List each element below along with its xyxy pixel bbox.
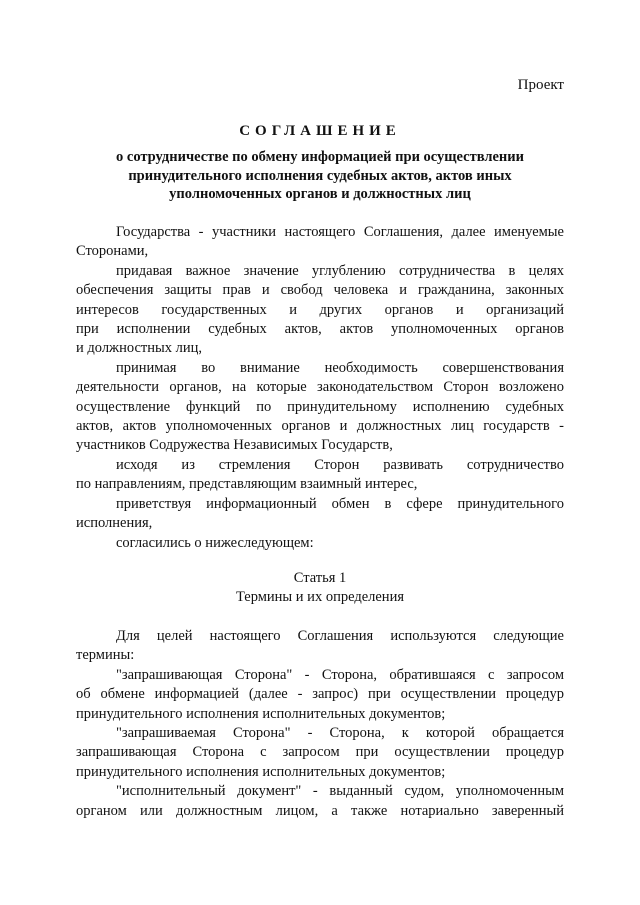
paragraph	[76, 724, 564, 782]
text-line: органом или должностным лицом, а также нотариально заверенный	[76, 802, 564, 819]
paragraph	[76, 456, 564, 495]
text-line: придавая важное значение углублению сотрудничества в целях	[116, 262, 564, 279]
text-line: принудительного исполнения исполнительных документов;	[76, 705, 446, 722]
article-title: Термины и их определения	[235, 589, 405, 606]
text-line: принудительного исполнения исполнительных документов;	[76, 763, 446, 780]
document-subtitle	[90, 148, 550, 204]
text-line: актов, актов уполномоченных органов и должностных лиц государств -	[76, 418, 564, 435]
paragraph	[76, 666, 564, 724]
document-title: СОГЛАШЕНИЕ	[239, 123, 401, 139]
text-line: при исполнении судебных актов, актов уполномоченных органов	[76, 321, 564, 338]
preamble	[76, 223, 564, 553]
text-line: согласились о нижеследующем:	[116, 534, 314, 551]
text-line: Сторонами,	[76, 243, 149, 260]
paragraph	[76, 495, 564, 534]
text-line: деятельности органов, на которые законодательством Сторон возложено	[76, 379, 564, 396]
paragraph	[76, 782, 564, 821]
text-line: по направлениям, представляющим взаимный интерес,	[76, 476, 418, 493]
text-line: "запрашиваемая Сторона" - Сторона, к которой обращается	[116, 725, 564, 742]
paragraph	[76, 627, 564, 666]
paragraph	[76, 359, 564, 456]
article-heading	[0, 569, 640, 608]
subtitle-line: уполномоченных органов и должностных лиц	[169, 186, 471, 202]
paragraph	[76, 223, 564, 262]
subtitle-line: принудительного исполнения судебных актов, актов иных	[128, 167, 512, 184]
text-line: термины:	[76, 647, 135, 664]
text-line: участников Содружества Независимых Государств,	[76, 437, 393, 454]
text-line: "запрашивающая Сторона" - Сторона, обратившаяся с запросом	[116, 666, 564, 683]
text-line: запрашивающая Сторона с запросом при осуществлении процедур	[76, 744, 564, 761]
paragraph	[76, 534, 564, 553]
text-line: интересов государственных и других органов и организаций	[76, 301, 564, 318]
text-line: Для целей настоящего Соглашения используются следующие	[116, 628, 564, 644]
text-line: и должностных лиц,	[76, 340, 202, 357]
text-line: осуществление функций по принудительному исполнению судебных	[76, 398, 564, 415]
text-line: об обмене информацией (далее - запрос) при осуществлении процедур	[76, 686, 564, 703]
text-line: приветствуя информационный обмен в сфере принудительного	[116, 495, 564, 512]
text-line: принимая во внимание необходимость совершенствования	[116, 359, 564, 376]
paragraph	[76, 262, 564, 359]
draft-stamp: Проект	[517, 77, 564, 93]
text-line: "исполнительный документ" - выданный судом, уполномоченным	[116, 783, 564, 800]
article-body	[76, 627, 564, 821]
text-line: исполнения,	[76, 515, 153, 532]
article-number: Статья 1	[293, 570, 347, 586]
subtitle-line: о сотрудничестве по обмену информацией при осуществлении	[116, 149, 524, 165]
text-line: исходя из стремления Сторон развивать сотрудничество	[116, 456, 564, 473]
text-line: обеспечения защиты прав и свобод человека и гражданина, законных	[76, 282, 564, 299]
text-line: Государства - участники настоящего Соглашения, далее именуемые	[116, 224, 564, 240]
